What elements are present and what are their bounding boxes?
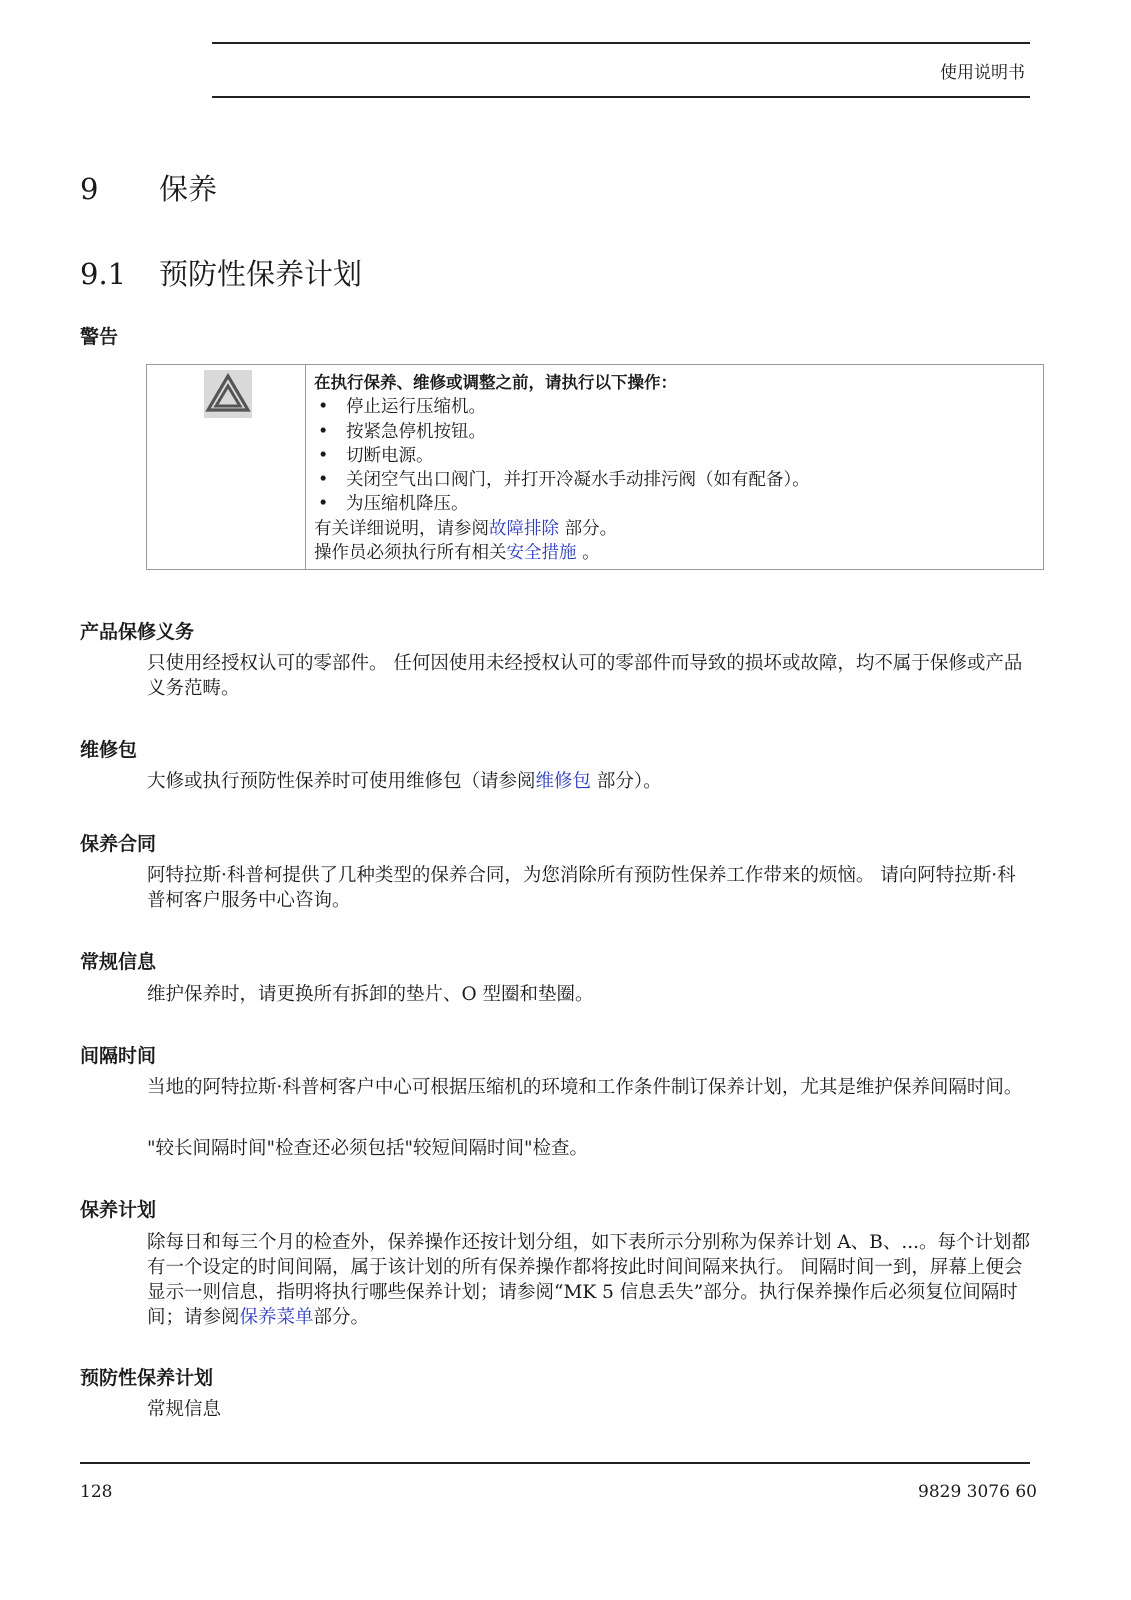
section-title: 预防性保养计划 (159, 257, 363, 291)
chapter-title: 保养 (159, 172, 218, 206)
general-text: 维护保养时，请更换所有拆卸的垫片、O 型圈和垫圈。 (147, 984, 594, 1005)
warning-safety-line (314, 541, 1035, 565)
service-kits-link[interactable]: 维修包 (535, 771, 592, 792)
warranty-heading: 产品保修义务 (80, 621, 195, 643)
page-number: 128 (80, 1482, 113, 1502)
preventive-plan-text: 常规信息 (147, 1399, 222, 1420)
warning-box (146, 364, 1044, 570)
warning-list (314, 395, 1035, 516)
service-plans-heading: 保养计划 (80, 1199, 157, 1221)
intervals-heading: 间隔时间 (80, 1045, 157, 1067)
chapter-number: 9 (80, 172, 99, 206)
service-kits-heading: 维修包 (80, 739, 138, 761)
footer-rule (80, 1462, 1030, 1464)
warning-heading: 警告 (80, 326, 119, 348)
intervals-text-1: 当地的阿特拉斯·科普柯客户中心可根据压缩机的环境和工作条件制订保养计划，尤其是维护保养间隔时间。 (147, 1077, 1023, 1098)
service-kits-suffix: 部分）。 (591, 771, 662, 792)
warning-triangle-icon (204, 370, 252, 418)
warning-item-depressurize: • 为压缩机降压。 (314, 492, 1035, 516)
service-plans-body: 除每日和每三个月的检查外，保养操作还按计划分组，如下表所示分别称为保养计划 A、B、...。每个计划都有一个设定的时间间隔，属于该计划的所有保养操作都将按此时间间隔来执行。 间隔时间一到，屏幕上便会显示一则信息，指明将执行哪些保养计划；请参阅“MK 5 信息丢失”部分。执行保养操作后必须复位间隔时间；请参阅 (147, 1232, 1030, 1328)
warning-title: 在执行保养、维修或调整之前，请执行以下操作： (314, 373, 677, 392)
warning-detail-prefix: 有关详细说明，请参阅 (314, 518, 489, 539)
service-menu-link[interactable]: 保养菜单 (239, 1307, 314, 1328)
preventive-plan-heading: 预防性保养计划 (80, 1367, 214, 1389)
intervals-text-2: "较长间隔时间"检查还必须包括"较短间隔时间"检查。 (147, 1138, 589, 1159)
warning-item-power-off: • 切断电源。 (314, 444, 1035, 468)
warranty-text: 只使用经授权认可的零部件。 任何因使用未经授权认可的零部件而导致的损坏或故障，均不属于保修或产品义务范畴。 (147, 653, 1023, 699)
warning-safety-prefix: 操作员必须执行所有相关 (314, 543, 507, 564)
general-heading: 常规信息 (80, 951, 157, 973)
service-plans-text (147, 1230, 1032, 1330)
section-number: 9.1 (80, 257, 127, 291)
service-plans-suffix: 部分。 (313, 1307, 370, 1328)
chapter-heading (80, 167, 217, 208)
warning-item-close-valve: • 关闭空气出口阀门，并打开冷凝水手动排污阀（如有配备）。 (314, 468, 1035, 492)
header-top-rule (212, 42, 1030, 44)
service-contract-text: 阿特拉斯·科普柯提供了几种类型的保养合同，为您消除所有预防性保养工作带来的烦恼。 请向阿特拉斯·科普柯客户服务中心咨询。 (147, 865, 1016, 911)
section-heading (80, 252, 362, 293)
troubleshooting-link[interactable]: 故障排除 (489, 518, 559, 539)
warning-safety-suffix: 。 (576, 543, 600, 564)
safety-precautions-link[interactable]: 安全措施 (506, 543, 577, 564)
warning-text-cell (306, 365, 1044, 570)
service-kits-prefix: 大修或执行预防性保养时可使用维修包（请参阅 (147, 771, 536, 792)
service-kits-text (147, 769, 1032, 794)
header-bottom-rule (212, 96, 1030, 98)
header-label: 使用说明书 (940, 63, 1025, 83)
document-number: 9829 3076 60 (918, 1482, 1037, 1502)
warning-detail-line (314, 517, 1035, 541)
warning-icon-cell (147, 365, 306, 570)
warning-detail-suffix: 部分。 (559, 518, 618, 539)
service-contract-heading: 保养合同 (80, 833, 157, 855)
warning-item-emergency-stop: • 按紧急停机按钮。 (314, 420, 1035, 444)
warning-item-stop: • 停止运行压缩机。 (314, 395, 1035, 419)
